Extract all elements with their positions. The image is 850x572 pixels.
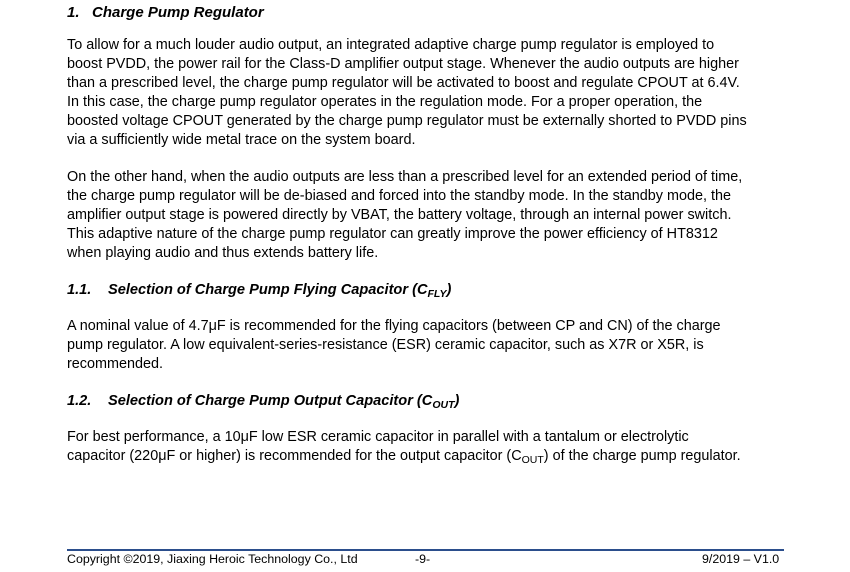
text-line: than a prescribed level, the charge pump regulator will be activated to boost and regulate CPOUT at 6.4V. [67, 75, 740, 91]
section-title: Charge Pump Regulator [92, 4, 264, 21]
section-number: 1. [67, 4, 80, 21]
text-fragment: ) of the charge pump regulator. [543, 448, 741, 464]
section-title: Selection of Charge Pump Flying Capacitor (C [108, 282, 428, 298]
subscript: OUT [521, 454, 544, 466]
subscript: FLY [427, 288, 447, 300]
subscript: OUT [432, 399, 455, 411]
section-title: Selection of Charge Pump Output Capacitor (C [108, 393, 433, 409]
section-number: 1.1. [67, 282, 92, 298]
text-line: via a sufficiently wide metal trace on the system board. [67, 132, 416, 148]
section-title-close: ) [446, 282, 452, 298]
section-number: 1.2. [67, 393, 92, 409]
paragraph-flying-capacitor [67, 317, 787, 374]
paragraph-charge-pump-intro [67, 36, 787, 150]
paragraph-standby-mode [67, 168, 787, 263]
text-line: In this case, the charge pump regulator operates in the regulation mode. For a proper operation, the [67, 94, 703, 110]
text-line: boosted voltage CPOUT generated by the charge pump regulator must be externally shorted to PVDD pins [67, 113, 747, 129]
text-line: when playing audio and thus extends battery life. [67, 245, 379, 261]
text-line: A nominal value of 4.7μF is recommended for the flying capacitors (between CP and CN) of the charge [67, 318, 721, 334]
text-line: To allow for a much louder audio output, an integrated adaptive charge pump regulator is employed to [67, 37, 715, 53]
footer-page-number: -9- [415, 552, 431, 566]
text-line: On the other hand, when the audio outputs are less than a prescribed level for an extended period of time, [67, 169, 743, 185]
section-title-close: ) [454, 393, 460, 409]
text-line: For best performance, a 10μF low ESR ceramic capacitor in parallel with a tantalum or electrolytic [67, 429, 689, 445]
footer-copyright: Copyright ©2019, Jiaxing Heroic Technology Co., Ltd [67, 552, 358, 566]
text-line: recommended. [67, 356, 163, 372]
text-line: amplifier output stage is powered directly by VBAT, the battery voltage, through an internal power switch. [67, 207, 732, 223]
section-heading-1-2 [67, 393, 459, 409]
text-fragment: capacitor (220μF or higher) is recommended for the output capacitor (C [67, 448, 522, 464]
text-line [67, 447, 787, 466]
footer-version: 9/2019 – V1.0 [702, 552, 780, 566]
text-line: the charge pump regulator will be de-biased and forced into the standby mode. In the standby mode, the [67, 188, 731, 204]
text-line: boost PVDD, the power rail for the Class-D amplifier output stage. Whenever the audio outputs are higher [67, 56, 739, 72]
text-line: pump regulator. A low equivalent-series-resistance (ESR) ceramic capacitor, such as X7R or X5R, is [67, 337, 704, 353]
text-line: This adaptive nature of the charge pump regulator can greatly improve the power efficiency of HT8312 [67, 226, 718, 242]
footer-divider [67, 549, 784, 551]
section-heading-1-1 [67, 282, 451, 298]
paragraph-output-capacitor [67, 428, 787, 466]
section-heading-1 [67, 4, 264, 21]
